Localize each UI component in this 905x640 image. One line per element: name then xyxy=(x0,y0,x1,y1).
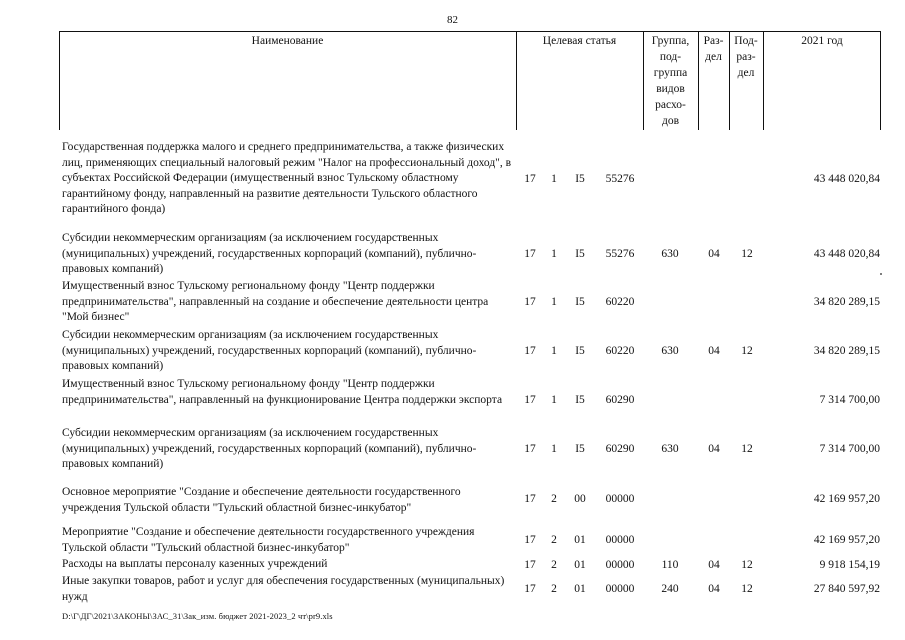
row-subsection: 12 xyxy=(741,345,753,357)
row-subprogram: 1 xyxy=(551,394,557,406)
row-section: 04 xyxy=(708,559,720,571)
row-subsection: 12 xyxy=(741,559,753,571)
row-program: 17 xyxy=(524,394,536,406)
header-section: Раз- дел xyxy=(703,35,724,63)
row-amount: 34 820 289,15 xyxy=(813,296,880,308)
row-program: 17 xyxy=(524,248,536,260)
scan-speck xyxy=(880,273,882,275)
row-direction: 55276 xyxy=(605,173,635,185)
row-main-event: I5 xyxy=(575,345,585,357)
row-program: 17 xyxy=(524,583,536,595)
row-name: Субсидии некоммерческим организациям (за исключением государственных (муниципальных) учреждений, государственных корпораций (компаний), публично-правовых компаний) xyxy=(62,329,477,373)
row-direction: 60290 xyxy=(605,394,635,406)
row-main-event: I5 xyxy=(575,394,585,406)
row-amount: 43 448 020,84 xyxy=(813,248,880,260)
row-direction: 00000 xyxy=(605,534,635,546)
row-amount: 43 448 020,84 xyxy=(813,173,880,185)
row-name: Расходы на выплаты персоналу казенных учреждений xyxy=(62,558,328,570)
row-direction: 55276 xyxy=(605,248,635,260)
header-group: Группа, под- группа видов расхо- дов xyxy=(651,35,690,127)
row-amount: 27 840 597,92 xyxy=(813,583,880,595)
row-amount: 7 314 700,00 xyxy=(819,394,880,406)
row-subprogram: 1 xyxy=(551,296,557,308)
row-name: Субсидии некоммерческим организациям (за исключением государственных (муниципальных) учреждений, государственных корпораций (компаний), публично-правовых компаний) xyxy=(62,232,477,276)
row-subprogram: 2 xyxy=(551,583,557,595)
row-program: 17 xyxy=(524,296,536,308)
header-name: Наименование xyxy=(251,35,324,47)
row-subsection: 12 xyxy=(741,248,753,260)
header-target-article: Целевая статья xyxy=(542,35,617,47)
row-section: 04 xyxy=(708,583,720,595)
row-direction: 60290 xyxy=(605,443,635,455)
header-year: 2021 год xyxy=(801,35,843,47)
row-group: 630 xyxy=(661,248,679,260)
row-program: 17 xyxy=(524,559,536,571)
row-name: Имущественный взнос Тульскому региональному фонду "Центр поддержки предпринимательства", направленный на создание и обеспечение деятельности центра "Мой бизнес" xyxy=(62,280,489,324)
row-main-event: 01 xyxy=(574,559,586,571)
row-amount: 42 169 957,20 xyxy=(813,493,880,505)
row-amount: 34 820 289,15 xyxy=(813,345,880,357)
row-direction: 60220 xyxy=(605,296,635,308)
row-section: 04 xyxy=(708,248,720,260)
row-main-event: 01 xyxy=(574,534,586,546)
row-subprogram: 1 xyxy=(551,248,557,260)
row-subprogram: 1 xyxy=(551,345,557,357)
row-main-event: I5 xyxy=(575,443,585,455)
row-name: Имущественный взнос Тульскому региональному фонду "Центр поддержки предпринимательства", направленный на функционирование Центра поддержки экспорта xyxy=(62,378,503,406)
row-subprogram: 2 xyxy=(551,559,557,571)
header-subsection: Под- раз- дел xyxy=(734,35,758,79)
row-amount: 7 314 700,00 xyxy=(819,443,880,455)
row-subsection: 12 xyxy=(741,443,753,455)
row-section: 04 xyxy=(708,345,720,357)
row-name: Государственная поддержка малого и среднего предпринимательства, а также физических лиц, применяющих специальный налоговый режим "Налог на профессиональный доход", в субъектах Российской Федерации (имущественный взнос Тульскому областному гарантийному фонду, направленный на развитие деятельности Тульского областного гарантийного фонда) xyxy=(62,141,512,216)
row-name: Субсидии некоммерческим организациям (за исключением государственных (муниципальных) учреждений, государственных корпораций (компаний), публично-правовых компаний) xyxy=(62,427,477,471)
row-name: Мероприятие "Создание и обеспечение деятельности государственного учреждения Тульской области "Тульский областной бизнес-инкубатор" xyxy=(62,526,475,554)
row-subprogram: 1 xyxy=(551,173,557,185)
row-program: 17 xyxy=(524,534,536,546)
row-subsection: 12 xyxy=(741,583,753,595)
row-program: 17 xyxy=(524,493,536,505)
row-group: 630 xyxy=(661,345,679,357)
row-direction: 00000 xyxy=(605,583,635,595)
row-direction: 00000 xyxy=(605,559,635,571)
page-number: 82 xyxy=(447,14,458,26)
row-subprogram: 1 xyxy=(551,443,557,455)
row-amount: 42 169 957,20 xyxy=(813,534,880,546)
row-main-event: I5 xyxy=(575,296,585,308)
row-section: 04 xyxy=(708,443,720,455)
row-name: Иные закупки товаров, работ и услуг для обеспечения государственных (муниципальных) нужд xyxy=(62,575,505,603)
row-direction: 00000 xyxy=(605,493,635,505)
row-main-event: 01 xyxy=(574,583,586,595)
row-group: 240 xyxy=(661,583,679,595)
row-main-event: I5 xyxy=(575,248,585,260)
row-main-event: 00 xyxy=(574,493,586,505)
row-name: Основное мероприятие "Создание и обеспечение деятельности государственного учреждения Тульской области "Тульский областной бизнес-инкубатор" xyxy=(62,486,461,514)
row-main-event: I5 xyxy=(575,173,585,185)
row-program: 17 xyxy=(524,443,536,455)
row-direction: 60220 xyxy=(605,345,635,357)
row-amount: 9 918 154,19 xyxy=(819,559,880,571)
file-path-footer: D:\Г\ДГ\2021\ЗАКОНЫ\ЗАС_31\Зак_изм. бюджет 2021-2023_2 чт\pr9.xls xyxy=(62,611,333,621)
row-group: 110 xyxy=(661,559,679,571)
row-subprogram: 2 xyxy=(551,493,557,505)
row-group: 630 xyxy=(661,443,679,455)
row-program: 17 xyxy=(524,345,536,357)
row-subprogram: 2 xyxy=(551,534,557,546)
row-program: 17 xyxy=(524,173,536,185)
